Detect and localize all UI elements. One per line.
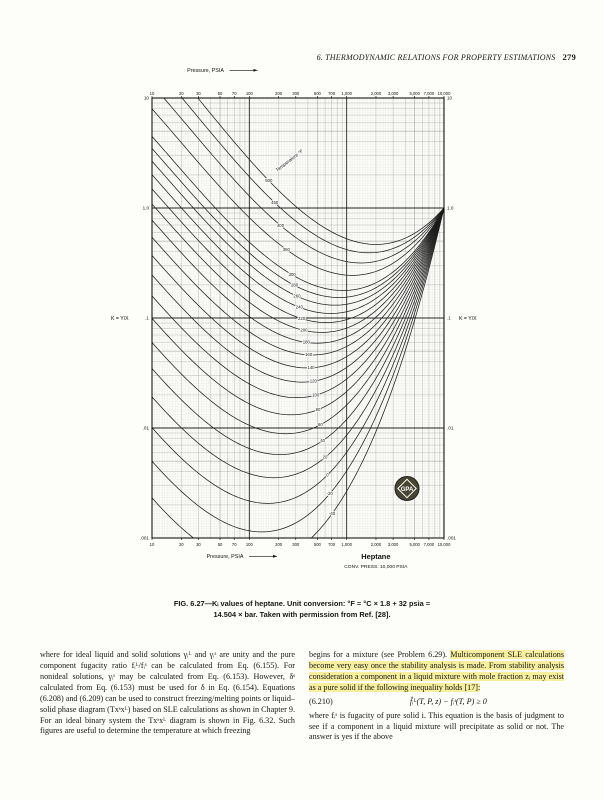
- svg-text:.001: .001: [140, 535, 149, 541]
- svg-text:5,000: 5,000: [409, 542, 420, 547]
- figure-6-27: [110, 58, 494, 584]
- temperature-axis-label: Temperature °F: [275, 149, 305, 174]
- svg-text:450: 450: [271, 199, 279, 205]
- gpa-logo: [395, 477, 419, 501]
- svg-text:200: 200: [300, 327, 308, 333]
- caption-line-2: 14.504 × bar. Taken with permission from Ref. [28].: [213, 610, 391, 620]
- svg-text:.01: .01: [447, 425, 454, 431]
- svg-text:220: 220: [298, 315, 306, 321]
- svg-text:400: 400: [276, 222, 285, 228]
- svg-text:20: 20: [178, 91, 184, 96]
- pressure-label-bottom: Pressure, PSIA: [206, 554, 244, 560]
- svg-text:10,000: 10,000: [437, 91, 451, 96]
- svg-text:180: 180: [302, 339, 310, 345]
- svg-text:10: 10: [149, 542, 155, 547]
- svg-text:.1: .1: [145, 315, 149, 321]
- svg-text:700: 700: [328, 542, 336, 547]
- right-column-paragraph: begins for a mixture (see Problem 6.29). Multicomponent SLE calculations become very easy once the stability analysis is made. From stability analysis consideration a component in a liquid mixture with mole fraction zᵢ may exist as a pure solid if the following inequality holds [17]:: [309, 650, 564, 692]
- svg-text:.01: .01: [142, 425, 149, 431]
- svg-text:7,000: 7,000: [423, 542, 435, 547]
- figure-caption: [72, 598, 532, 620]
- svg-text:260: 260: [293, 293, 301, 299]
- svg-text:70: 70: [231, 542, 237, 547]
- svg-text:500: 500: [313, 91, 321, 96]
- svg-text:40: 40: [320, 438, 326, 444]
- svg-text:500: 500: [265, 177, 273, 183]
- svg-text:100: 100: [245, 542, 253, 547]
- svg-text:1.0: 1.0: [447, 205, 454, 211]
- pressure-label-top: Pressure, PSIA: [187, 68, 224, 74]
- svg-text:0: 0: [326, 472, 329, 478]
- svg-text:1,000: 1,000: [341, 91, 352, 96]
- svg-text:120: 120: [309, 378, 317, 384]
- svg-text:160: 160: [305, 352, 313, 358]
- svg-text:50: 50: [217, 542, 223, 547]
- k-label-left: K = Y/X: [111, 316, 129, 322]
- chapter-title: 6. THERMODYNAMIC RELATIONS FOR PROPERTY ESTIMATIONS: [316, 53, 556, 62]
- svg-text:200: 200: [275, 542, 283, 547]
- svg-text:7,000: 7,000: [423, 91, 435, 96]
- svg-text:80: 80: [315, 406, 321, 412]
- svg-text:-20: -20: [326, 491, 333, 497]
- svg-text:300: 300: [292, 91, 300, 96]
- svg-text:350: 350: [282, 246, 290, 252]
- right-column-paragraph-2: where fᵢˢ is fugacity of pure solid i. This equation is the basis of judgment to see if a component in a liquid mixture will precipitate as solid or not. The answer is yes if the above: [309, 710, 564, 742]
- svg-text:200: 200: [275, 91, 283, 96]
- left-column: [40, 650, 295, 743]
- svg-text:240: 240: [295, 304, 303, 310]
- svg-text:300: 300: [292, 542, 300, 547]
- svg-text:20: 20: [178, 542, 184, 547]
- right-column: [309, 650, 564, 743]
- svg-text:500: 500: [313, 542, 321, 547]
- svg-text:10: 10: [143, 95, 149, 101]
- svg-text:60: 60: [317, 422, 323, 428]
- equation-6-210: [309, 697, 564, 708]
- svg-text:.001: .001: [447, 535, 456, 541]
- svg-text:50: 50: [217, 91, 223, 96]
- svg-text:3,000: 3,000: [387, 542, 399, 547]
- equation-number: (6.210): [309, 696, 333, 706]
- equation-expression: f̂ᵢᴸ(T, P, z) − fᵢˢ(T, P) ≥ 0: [409, 696, 487, 706]
- svg-text:.1: .1: [447, 315, 451, 321]
- svg-text:700: 700: [328, 91, 336, 96]
- svg-text:30: 30: [196, 542, 201, 547]
- svg-text:70: 70: [231, 91, 237, 96]
- svg-text:100: 100: [312, 392, 320, 398]
- svg-text:20: 20: [322, 454, 328, 460]
- component-name: Heptane: [361, 552, 391, 561]
- page-number: 279: [562, 52, 576, 62]
- left-column-paragraph: where for ideal liquid and solid solutions γᵢᴸ and γᵢˢ are unity and the pure component fugacity ratio fᵢᴸ/fᵢˢ can be calculated from Eq. (6.155). For nonideal solutions, γᵢˢ may be calculated from Eq. (6.153). However, δˢ calculated from Eq. (6.153) must be used for δ in Eq. (6.154). Equations (6.208) and (6.209) can be used to construct freezing/melting points or liquid–solid phase diagram (Txˢxᴸ) based on SLE calculations as shown in Chapter 9. For an ideal binary system the Txˢxᴸ diagram is shown in Fig. 6.32. Such figures are useful to determine the temperature at which freezing: [40, 650, 295, 736]
- svg-text:10: 10: [447, 95, 453, 101]
- body-columns: [40, 650, 564, 743]
- svg-text:5,000: 5,000: [409, 91, 420, 96]
- convergence-pressure-label: CONV. PRESS. 10,000 PSIA: [344, 565, 408, 570]
- svg-text:140: 140: [307, 365, 315, 371]
- svg-text:30: 30: [196, 91, 201, 96]
- svg-text:100: 100: [245, 91, 253, 96]
- svg-text:GPA: GPA: [400, 486, 414, 493]
- k-label-right: K = Y/X: [459, 316, 477, 322]
- svg-text:3,000: 3,000: [387, 91, 399, 96]
- svg-text:280: 280: [290, 282, 299, 288]
- svg-text:1.0: 1.0: [142, 205, 149, 211]
- svg-text:1,000: 1,000: [341, 542, 352, 547]
- svg-text:10,000: 10,000: [437, 542, 451, 547]
- svg-text:10: 10: [149, 91, 155, 96]
- svg-text:2,000: 2,000: [370, 91, 382, 96]
- caption-line-1: FIG. 6.27—Kᵢ values of heptane. Unit conversion: °F = °C × 1.8 + 32 psia =: [173, 599, 431, 608]
- svg-text:2,000: 2,000: [370, 542, 382, 547]
- svg-text:-40: -40: [328, 511, 336, 517]
- k-value-chart: [110, 58, 494, 584]
- svg-text:300: 300: [288, 272, 296, 278]
